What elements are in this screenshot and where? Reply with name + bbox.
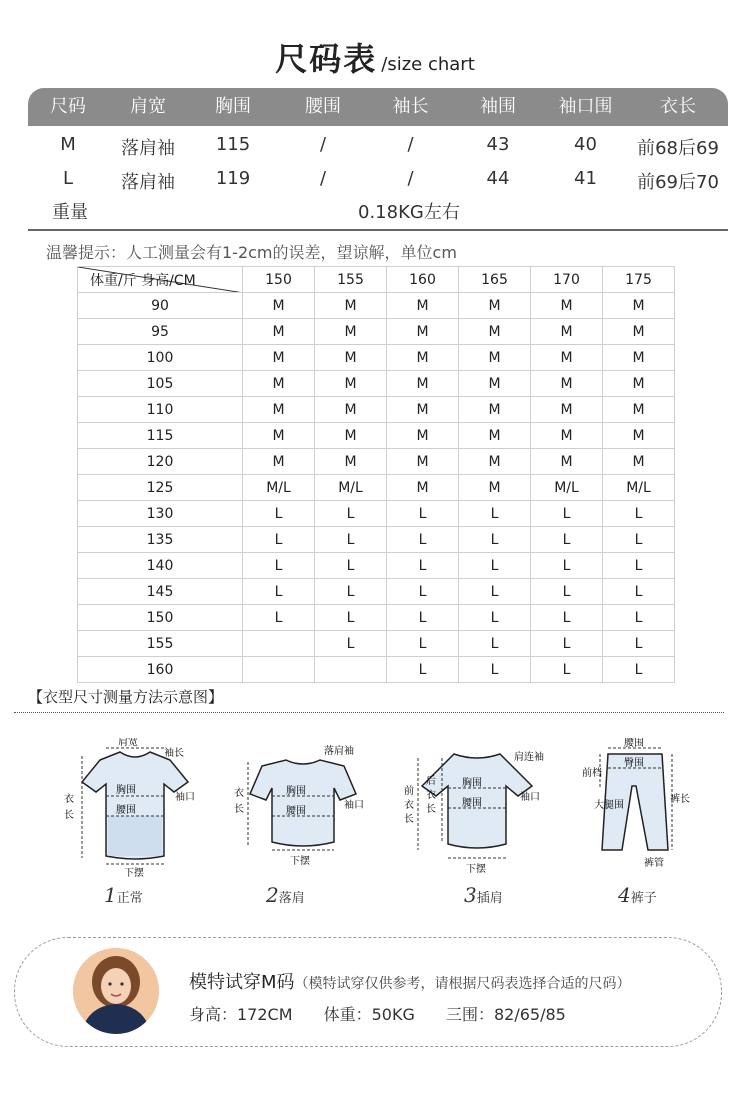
svg-text:下摆: 下摆	[290, 856, 310, 867]
weight-cell: 130	[78, 501, 243, 527]
size-cell: M	[387, 397, 459, 423]
cell: 41	[574, 168, 597, 189]
size-cell: M	[459, 423, 531, 449]
grid-row	[78, 449, 675, 475]
cell: 115	[215, 134, 251, 155]
grid-row	[78, 397, 675, 423]
svg-text:后: 后	[426, 776, 436, 787]
size-cell: L	[603, 657, 675, 683]
size-cell: L	[459, 631, 531, 657]
weight-cell: 110	[78, 397, 243, 423]
header-cell: 腰围	[305, 96, 341, 117]
size-cell	[243, 657, 315, 683]
header-cell: 尺码	[50, 96, 86, 117]
svg-text:腰围: 腰围	[116, 805, 136, 816]
size-cell: L	[243, 605, 315, 631]
size-cell: M	[603, 293, 675, 319]
size-cell: M	[459, 345, 531, 371]
svg-text:臀围: 臀围	[624, 758, 644, 769]
grid-row	[78, 553, 675, 579]
weight-cell: 120	[78, 449, 243, 475]
size-cell: M	[243, 293, 315, 319]
model-measurements: 三围：82/65/85	[445, 1005, 566, 1024]
model-stats	[189, 1002, 592, 1025]
size-cell: M	[315, 371, 387, 397]
size-cell: L	[315, 631, 387, 657]
model-title: 模特试穿M码（模特试穿仅供参考，请根据尺码表选择合适的尺码）	[189, 972, 631, 993]
svg-text:前档: 前档	[582, 768, 602, 779]
grid-row	[78, 631, 675, 657]
weight-value: 0.18KG左右	[358, 202, 460, 223]
size-cell: L	[531, 631, 603, 657]
model-weight: 体重：50KG	[323, 1005, 415, 1024]
size-cell: L	[603, 631, 675, 657]
size-cell: M	[603, 397, 675, 423]
svg-text:长: 长	[234, 804, 244, 815]
size-cell: M	[531, 371, 603, 397]
svg-text:长: 长	[426, 804, 436, 815]
size-cell: L	[603, 527, 675, 553]
weight-cell: 125	[78, 475, 243, 501]
size-cell: M	[531, 319, 603, 345]
size-cell: M/L	[243, 475, 315, 501]
size-cell: M	[315, 293, 387, 319]
svg-text:长: 长	[64, 810, 74, 821]
divider	[28, 229, 728, 231]
size-recommendation-table	[77, 266, 675, 683]
svg-text:下摆: 下摆	[466, 864, 486, 875]
header-cell: 衣长	[660, 96, 696, 117]
size-row-l	[28, 168, 728, 194]
grid-row	[78, 423, 675, 449]
title-cn: 尺码表	[275, 40, 378, 78]
size-cell: L	[243, 501, 315, 527]
size-cell: L	[531, 553, 603, 579]
svg-text:袖口: 袖口	[520, 792, 540, 803]
model-info-card	[14, 937, 722, 1047]
size-cell: M	[315, 345, 387, 371]
tip-text: 温馨提示：人工测量会有1-2cm的误差，望谅解，单位cm	[46, 243, 457, 262]
weight-cell: 150	[78, 605, 243, 631]
size-cell: L	[315, 605, 387, 631]
model-avatar	[73, 948, 159, 1034]
size-cell: L	[459, 579, 531, 605]
size-cell: M	[459, 371, 531, 397]
size-cell: M	[531, 345, 603, 371]
size-cell: M	[243, 449, 315, 475]
dotted-divider	[14, 712, 724, 713]
svg-text:裤管: 裤管	[644, 858, 664, 869]
size-cell: M	[387, 345, 459, 371]
size-cell: M	[603, 449, 675, 475]
size-cell: M	[531, 449, 603, 475]
weight-cell: 105	[78, 371, 243, 397]
page-title	[0, 34, 750, 80]
cell: 落肩袖	[121, 138, 175, 159]
size-cell: M	[459, 397, 531, 423]
size-cell: L	[387, 553, 459, 579]
grid-row	[78, 579, 675, 605]
size-cell: M	[459, 449, 531, 475]
cell: /	[407, 134, 414, 155]
corner-label: 体重/斤 身高/CM	[90, 273, 196, 289]
size-cell: L	[531, 605, 603, 631]
size-cell: L	[531, 501, 603, 527]
size-cell: M	[243, 319, 315, 345]
height-header: 160	[387, 267, 459, 293]
svg-text:袖口: 袖口	[344, 800, 364, 811]
size-cell: L	[531, 657, 603, 683]
size-cell: L	[243, 553, 315, 579]
grid-header-row	[78, 267, 675, 293]
diagram-normal	[60, 738, 210, 878]
weight-cell: 90	[78, 293, 243, 319]
size-cell: M	[387, 371, 459, 397]
grid-row	[78, 345, 675, 371]
size-cell: M	[243, 397, 315, 423]
size-cell: M	[603, 319, 675, 345]
size-cell: M/L	[315, 475, 387, 501]
size-cell: L	[387, 605, 459, 631]
measure-title: 【衣型尺寸测量方法示意图】	[28, 688, 224, 706]
size-cell: L	[387, 527, 459, 553]
weight-cell: 115	[78, 423, 243, 449]
size-cell: L	[459, 605, 531, 631]
size-cell: L	[387, 501, 459, 527]
cell: M	[60, 134, 76, 155]
size-cell: L	[459, 657, 531, 683]
size-cell: M	[243, 423, 315, 449]
size-cell: M	[387, 319, 459, 345]
height-header: 155	[315, 267, 387, 293]
size-cell: L	[315, 501, 387, 527]
height-header: 170	[531, 267, 603, 293]
weight-cell: 145	[78, 579, 243, 605]
svg-text:胸围: 胸围	[462, 778, 482, 789]
svg-text:腰围: 腰围	[624, 738, 644, 749]
size-cell: M	[387, 423, 459, 449]
weight-cell: 140	[78, 553, 243, 579]
grid-row	[78, 319, 675, 345]
weight-cell: 155	[78, 631, 243, 657]
cell: 前68后69	[637, 138, 719, 159]
cell: 落肩袖	[121, 172, 175, 193]
size-cell: M	[531, 293, 603, 319]
grid-row	[78, 293, 675, 319]
svg-text:衣: 衣	[64, 794, 74, 805]
svg-text:袖长: 袖长	[164, 748, 184, 759]
weight-label: 重量	[52, 202, 88, 223]
diagram-raglan	[402, 738, 552, 878]
cell: /	[407, 168, 414, 189]
size-cell: M	[315, 423, 387, 449]
cell: 前69后70	[637, 172, 719, 193]
size-cell: L	[243, 579, 315, 605]
size-cell: M	[531, 397, 603, 423]
diagram-drop-shoulder	[228, 738, 378, 878]
size-cell: L	[531, 527, 603, 553]
weight-cell: 100	[78, 345, 243, 371]
size-row-m	[28, 134, 728, 160]
weight-cell: 135	[78, 527, 243, 553]
header-cell: 袖口围	[558, 96, 613, 117]
model-height: 身高：172CM	[189, 1005, 293, 1024]
svg-text:袖口: 袖口	[175, 792, 195, 803]
grid-row	[78, 605, 675, 631]
size-cell: M	[387, 475, 459, 501]
grid-row	[78, 371, 675, 397]
title-en: /size chart	[381, 54, 475, 75]
header-cell: 胸围	[215, 96, 251, 117]
size-cell: L	[603, 501, 675, 527]
size-cell: M/L	[603, 475, 675, 501]
size-cell: M	[315, 449, 387, 475]
size-cell: L	[531, 579, 603, 605]
size-cell: L	[387, 579, 459, 605]
size-cell: M	[387, 293, 459, 319]
svg-text:腰围: 腰围	[462, 798, 482, 809]
cell: /	[319, 134, 327, 155]
caption-3: 3插肩	[464, 883, 503, 907]
cell: L	[62, 168, 74, 189]
size-cell: M	[531, 423, 603, 449]
header-cell: 袖围	[480, 96, 516, 117]
caption-1: 1正常	[104, 883, 143, 907]
d-label: 肩宽	[118, 738, 138, 748]
header-cell: 袖长	[392, 96, 429, 117]
svg-text:裤长: 裤长	[670, 794, 690, 805]
size-cell	[315, 657, 387, 683]
grid-row	[78, 657, 675, 683]
size-cell: L	[387, 657, 459, 683]
cell: 119	[215, 168, 251, 189]
cell: /	[319, 168, 327, 189]
svg-text:衣: 衣	[426, 790, 436, 801]
svg-text:胸围: 胸围	[286, 786, 306, 797]
height-header: 165	[459, 267, 531, 293]
svg-text:肩连袖: 肩连袖	[514, 752, 544, 763]
grid-row	[78, 501, 675, 527]
grid-row	[78, 527, 675, 553]
size-cell: M	[603, 371, 675, 397]
size-cell	[243, 631, 315, 657]
weight-cell: 95	[78, 319, 243, 345]
svg-text:落肩袖: 落肩袖	[324, 746, 354, 757]
caption-4: 4裤子	[618, 883, 657, 907]
svg-text:衣: 衣	[404, 800, 414, 811]
size-table-header	[28, 88, 728, 126]
size-cell: L	[603, 553, 675, 579]
size-cell: L	[459, 553, 531, 579]
size-cell: M	[315, 319, 387, 345]
size-cell: M	[603, 423, 675, 449]
size-cell: L	[459, 501, 531, 527]
size-cell: M	[459, 475, 531, 501]
size-cell: M/L	[531, 475, 603, 501]
cell: 43	[486, 134, 510, 155]
svg-text:腰围: 腰围	[286, 806, 306, 817]
size-cell: M	[603, 345, 675, 371]
size-cell: L	[459, 527, 531, 553]
size-cell: M	[243, 371, 315, 397]
height-header: 175	[603, 267, 675, 293]
svg-text:胸围: 胸围	[116, 785, 136, 796]
size-cell: L	[315, 579, 387, 605]
size-cell: L	[603, 605, 675, 631]
weight-cell: 160	[78, 657, 243, 683]
svg-text:大腿围: 大腿围	[594, 800, 624, 811]
size-cell: M	[459, 319, 531, 345]
size-cell: L	[603, 579, 675, 605]
svg-text:下摆: 下摆	[124, 868, 144, 878]
size-cell: L	[243, 527, 315, 553]
header-cell: 肩宽	[130, 96, 166, 117]
size-cell: L	[387, 631, 459, 657]
size-cell: L	[315, 553, 387, 579]
svg-text:衣: 衣	[234, 788, 244, 799]
size-cell: M	[459, 293, 531, 319]
svg-text:长: 长	[404, 814, 414, 825]
cell: 40	[574, 134, 597, 155]
caption-2: 2落肩	[266, 883, 305, 907]
height-header: 150	[243, 267, 315, 293]
model-note: （模特试穿仅供参考，请根据尺码表选择合适的尺码）	[294, 976, 631, 992]
size-cell: M	[243, 345, 315, 371]
size-cell: M	[387, 449, 459, 475]
grid-corner-cell	[78, 267, 243, 293]
svg-text:前: 前	[404, 786, 414, 797]
size-cell: M	[315, 397, 387, 423]
size-cell: L	[315, 527, 387, 553]
diagram-pants	[580, 738, 690, 878]
grid-row	[78, 475, 675, 501]
cell: 44	[486, 168, 510, 189]
